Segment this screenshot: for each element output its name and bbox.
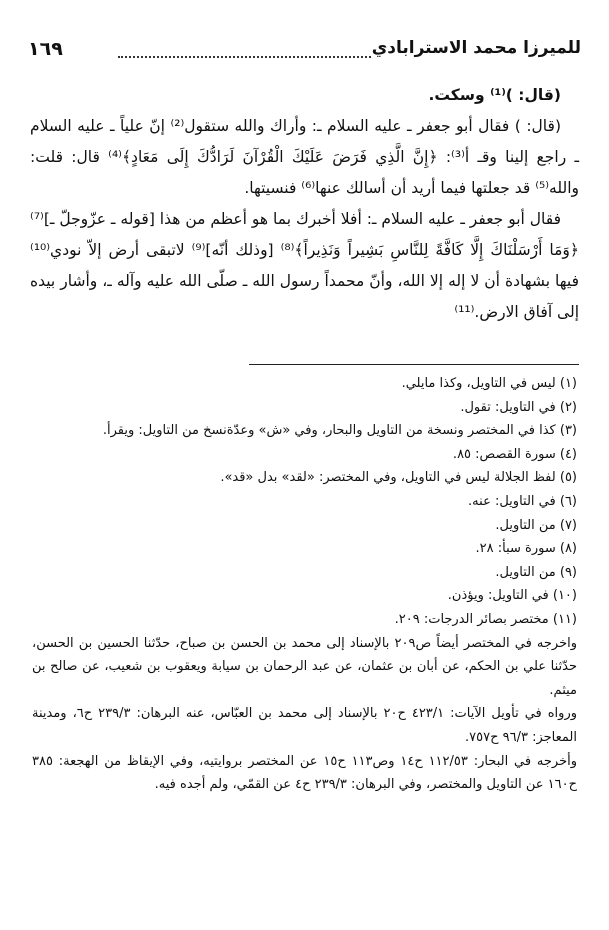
footnote: (١) ليس في التاويل، وكذا مايلي. [401,376,577,391]
footnote: (٥) لفظ الجلالة ليس في التاويل، وفي المختصر: «لقد» بدل «قد». [220,470,577,486]
footnote-paragraph: واخرجه في المختصر أيضاً ص٢٠٩ بالإسناد إلى محمد بن الحسن بن صباح، حدّثنا الحسين بن الحسن، حدّثنا علي بن الحكم، عن أبان بن عثمان، عن عبد الرحمان بن سيابة ويعقوب بن شعيب، عن صالح بن ميثم. [32,635,577,698]
footnote-paragraph: ورواه في تأويل الآيات: ٤٢٣/١ ح٢٠ بالإسناد إلى محمد بن العبّاس، عنه البرهان: ٢٣٩/٣ ح٦، ومدينة المعاجز: ٩٦/٣ ح٧٥٧. [32,706,577,745]
header-dotted-leader [118,56,371,58]
footnote: (٧) من التاويل. [495,517,577,533]
main-paragraph: (قال: ) فقال أبو جعفر ـ عليه السلام ـ: وأراك والله ستقول⁽²⁾ إنّ علياً ـ عليه السلام ـ راجع إلينا وقـ أ⁽³⁾: ﴿إِنَّ الَّذِي فَرَضَ عَلَيْكَ الْقُرْآنَ لَرَادُّكَ إِلَى مَعَادٍ﴾⁽⁴⁾ قال: قلت: والله⁽⁵⁾ قد جعلتها فيما أريد أن أسالك عنها⁽⁶⁾ فنسيتها. [30,117,579,197]
main-text [30,80,579,328]
main-paragraph: (قال: )⁽¹⁾ وسكت. [428,86,561,104]
header-title: للميرزا محمد الاسترابادي [371,38,581,58]
page-number: ١٦٩ [28,38,63,60]
footnote: (٣) كذا في المختصر ونسخة من التاويل والبحار، وفي «ش» وعدّةنسخ من التاويل: ويقرأ. [102,423,577,439]
footnote: (١٠) في التاويل: ويؤذن. [447,588,577,604]
footnote: (٤) سورة القصص: ٨٥. [452,446,577,462]
footnote-separator [249,364,579,365]
footnotes [32,372,577,797]
footnote: (٩) من التاويل. [495,564,577,580]
main-paragraph: فقال أبو جعفر ـ عليه السلام ـ: أفلا أخبرك بما هو أعظم من هذا [قوله ـ عزّوجلّ ـ]⁽⁷⁾ ﴿وَمَا أَرْسَلْنَاكَ إِلَّا كَافَّةً لِلنَّاسِ بَشِيراً وَنَذِيراً﴾⁽⁸⁾ [وذلك أنّه]⁽⁹⁾ لاتبقى أرض إلاّ نودي⁽¹⁰⁾ فيها بشهادة أن لا إله إلا الله، وأنّ محمداً رسول الله ـ صلّى الله عليه وآله ـ، وأشار بيده إلى آفاق الارض.⁽¹¹⁾ [30,210,579,321]
footnote: (١١) مختصر بصائر الدرجات: ٢٠٩. [394,611,577,627]
footnote-paragraph: وأخرجه في البحار: ١١٢/٥٣ ح١٤ وص١١٣ ح١٥ عن المختصر بروايتيه، وفي الإيقاظ من الهجعة: ٣٨٥ ح١٦٠ عن التاويل والمختصر، وفي البرهان: ٢٣٩/٣ ح٤ عن القمّي، ولم أجده فيه. [32,753,578,793]
footnote: (٢) في التاويل: تقول. [460,399,577,415]
footnote: (٦) في التاويل: عنه. [468,493,577,509]
footnote: (٨) سورة سبأ: ٢٨. [475,541,577,557]
running-header [28,38,581,68]
